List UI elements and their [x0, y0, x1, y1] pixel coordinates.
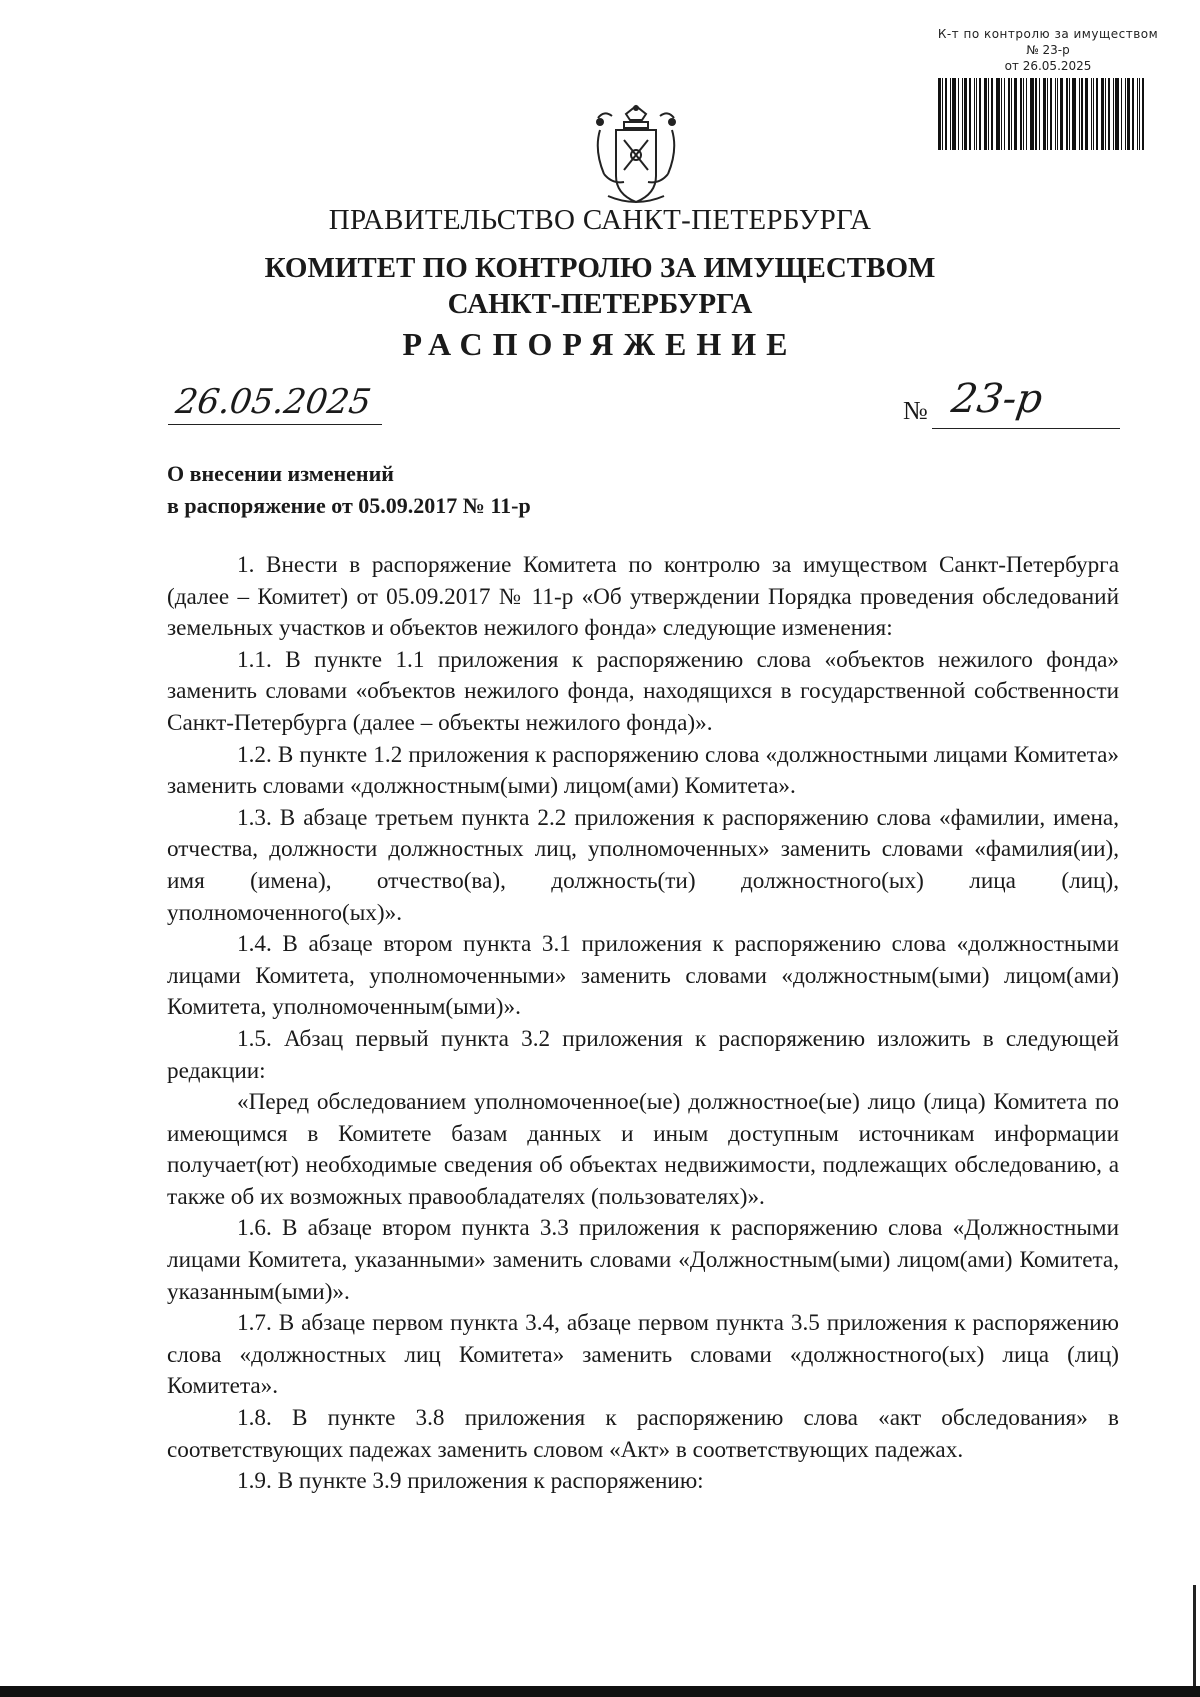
paragraph: 1. Внести в распоряжение Комитета по контролю за имуществом Санкт-Петербурга (далее – Комитет) от 05.09.2017 № 11-р «Об утверждении Порядка проведения обследований земельных участков и объектов нежилого фонда» следующие изменения:: [167, 552, 1119, 642]
subject-line-1: О внесении изменений: [167, 461, 394, 486]
document-type: РАСПОРЯЖЕНИЕ: [402, 326, 798, 362]
barcode: [936, 78, 1148, 150]
coat-of-arms-icon: [590, 100, 682, 212]
paragraph: 1.3. В абзаце третьем пункта 2.2 приложения к распоряжению слова «фамилии, имена, отчества, должности должностных лиц, уполномоченных» заменить словами «фамилия(ии), имя (имена), отчество(ва), должность(ти) должностного(ых) лица (лиц), уполномоченного(ых)».: [167, 804, 1119, 926]
paragraph: 1.6. В абзаце втором пункта 3.3 приложения к распоряжению слова «Должностными лицами Комитета, указанными» заменить словами «Должностным(ыми) лицом(ами) Комитета, указанным(ыми)».: [167, 1215, 1119, 1305]
number-value: 23-р: [948, 376, 1046, 422]
paragraph: 1.1. В пункте 1.1 приложения к распоряжению слова «объектов нежилого фонда» заменить словами «объектов нежилого фонда, находящихся в государственной собственности Санкт-Петербурга (далее – объекты нежилого фонда)».: [167, 646, 1119, 736]
paragraph: 1.7. В абзаце первом пункта 3.4, абзаце первом пункта 3.5 приложения к распоряжению слова «должностных лиц Комитета» заменить словами «должностного(ых) лица (лиц) Комитета».: [167, 1310, 1119, 1400]
paragraph: 1.4. В абзаце втором пункта 3.1 приложения к распоряжению слова «должностными лицами Комитета, уполномоченными» заменить словами «должностным(ыми) лицом(ами) Комитета, уполномоченным(ыми)».: [167, 931, 1119, 1021]
document-body: [167, 550, 1119, 1498]
government-title: ПРАВИТЕЛЬСТВО САНКТ-ПЕТЕРБУРГА: [328, 204, 872, 236]
committee-title: [0, 250, 1200, 322]
date-value: 26.05.2025: [173, 382, 374, 422]
stamp-org: К-т по контролю за имуществом: [937, 27, 1159, 41]
paragraph: 1.8. В пункте 3.8 приложения к распоряжению слова «акт обследования» в соответствующих падежах заменить словом «Акт» в соответствующих падежах.: [167, 1405, 1119, 1463]
paragraph: «Перед обследованием уполномоченное(ые) должностное(ые) лицо (лица) Комитета по имеющимся в Комитете базам данных и иным доступным источникам информации получает(ют) необходимые сведения об объектах недвижимости, подлежащих обследованию, а также об их возможных правообладателях (пользователях)».: [167, 1089, 1119, 1210]
date-underline: [168, 424, 382, 425]
paragraph: 1.5. Абзац первый пункта 3.2 приложения к распоряжению изложить в следующей редакции:: [167, 1025, 1119, 1084]
subject-line-2: в распоряжение от 05.09.2017 № 11-р: [167, 493, 531, 518]
registration-stamp: [928, 26, 1168, 74]
number-underline: [932, 428, 1120, 429]
stamp-number: № 23-р: [1026, 43, 1070, 57]
handwritten-number: [946, 376, 1116, 436]
committee-line-1: КОМИТЕТ ПО КОНТРОЛЮ ЗА ИМУЩЕСТВОМ: [264, 252, 936, 284]
paragraph: 1.9. В пункте 3.9 приложения к распоряжению:: [237, 1468, 704, 1495]
stamp-date: от 26.05.2025: [1004, 59, 1092, 73]
document-subject: [167, 458, 531, 522]
scan-bottom-edge: [0, 1686, 1200, 1697]
scan-edge: [1193, 1585, 1196, 1686]
committee-line-2: САНКТ-ПЕТЕРБУРГА: [447, 288, 753, 320]
paragraph: 1.2. В пункте 1.2 приложения к распоряжению слова «должностными лицами Комитета» заменить словами «должностным(ыми) лицом(ами) Комитета».: [167, 741, 1119, 800]
number-label: №: [903, 396, 928, 425]
